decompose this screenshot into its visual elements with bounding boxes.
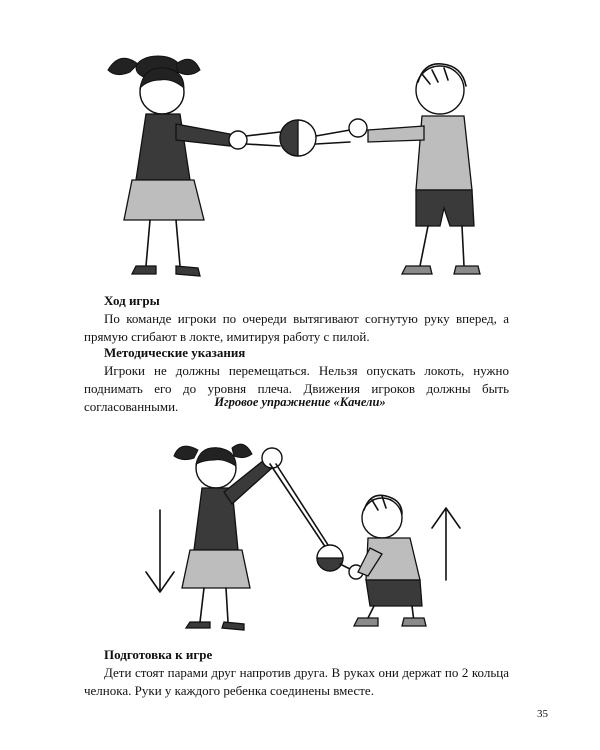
girl-figure-standing (174, 444, 282, 630)
boy-figure-squatting (354, 495, 426, 626)
swing-ball (317, 545, 363, 579)
heading-method-notes: Методические указания (104, 345, 246, 360)
page-number: 35 (537, 708, 548, 720)
paragraph-method-notes: Игроки не должны перемещаться. Нельзя опускать локоть, нужно поднимать его до уровня плеча. Движения игроков должны быть согласованными. (84, 363, 509, 414)
paragraph-preparation: Дети стоят парами друг напротив друга. В руках они держат по 2 кольца челнока. Руки у каждого ребенка соединены вместе. (84, 665, 509, 698)
exercise-title: Игровое упражнение «Качели» (214, 395, 386, 409)
shuttle-ball (280, 120, 316, 156)
swing-cord (270, 464, 330, 548)
illustration-swing-exercise (120, 430, 480, 635)
illustration-saw-game (80, 30, 520, 290)
boy-figure (368, 64, 480, 274)
paragraph-game-progress: По команде игроки по очереди вытягивают согнутую руку вперед, а прямую сгибают в локте, имитируя работу с пилой. (84, 311, 509, 344)
heading-preparation: Подготовка к игре (104, 647, 213, 662)
girl-figure (108, 56, 230, 276)
down-arrow-icon (146, 510, 174, 592)
up-arrow-icon (432, 508, 460, 580)
heading-game-progress: Ход игры (104, 293, 160, 308)
